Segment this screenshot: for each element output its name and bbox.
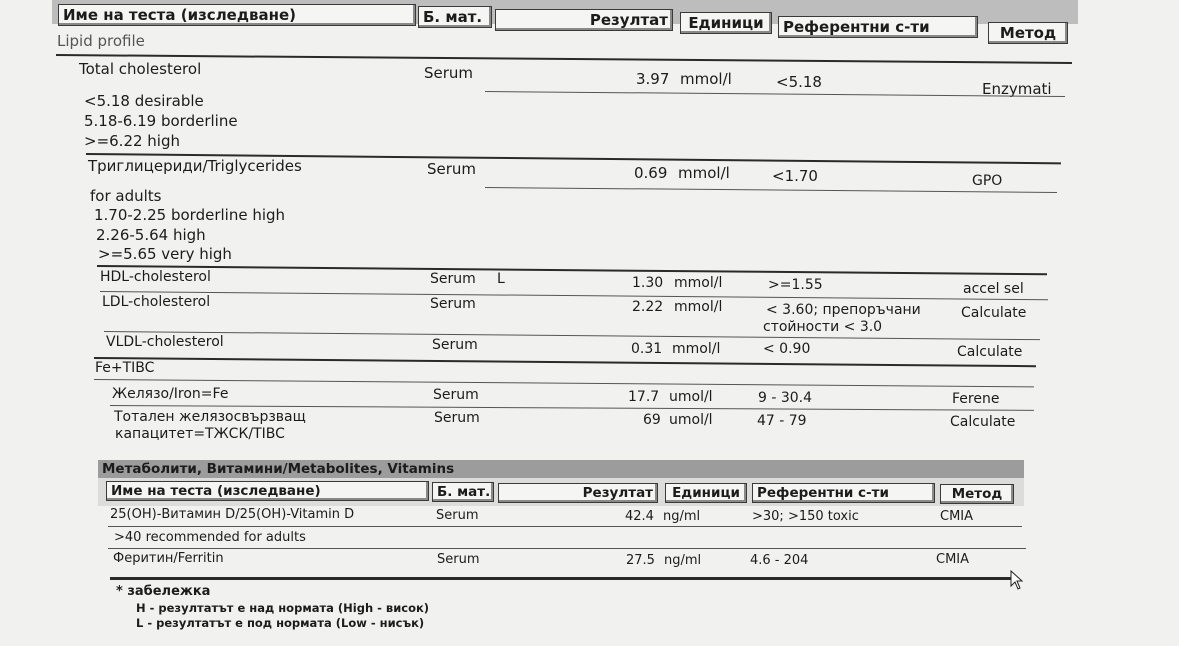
test-name: Total cholesterol: [79, 60, 202, 78]
test-name: VLDL-cholesterol: [106, 334, 224, 350]
test-material: Serum: [432, 337, 478, 353]
test-method: Calculate: [957, 344, 1023, 360]
footnote-low: L - резултатът е под нормата (Low - нисък): [136, 616, 425, 630]
test-reference: 9 - 30.4: [758, 390, 813, 406]
test-method: CMIA: [936, 552, 970, 567]
test-method: GPO: [972, 173, 1003, 189]
divider: [108, 548, 1026, 549]
test-reference: 4.6 - 204: [750, 553, 809, 568]
test-material: Serum: [436, 508, 479, 523]
test-units: mmol/l: [678, 164, 730, 182]
section-metabolites: Метаболити, Витамини/Metabolites, Vitamins: [98, 460, 1024, 478]
test-result: 69: [643, 412, 661, 428]
test-method: accel sel: [963, 281, 1024, 297]
divider: [110, 577, 1014, 580]
test-material: Serum: [437, 552, 480, 567]
col-header-reference: Референтни с-ти: [778, 16, 978, 38]
col-header-result: Резултат: [495, 9, 673, 31]
col-header-reference: Референтни с-ти: [752, 483, 935, 503]
divider: [94, 357, 1036, 367]
test-material: Serum: [434, 410, 480, 426]
divider: [108, 526, 1022, 527]
mouse-pointer-icon: [1010, 570, 1024, 590]
test-name: Тотален желязосвързващ: [114, 409, 306, 425]
test-material: Serum: [424, 64, 474, 82]
test-reference: >=1.55: [768, 277, 823, 293]
col-header-name: Име на теста (изследване): [58, 4, 416, 26]
test-name: HDL-cholesterol: [100, 269, 211, 285]
test-result: 17.7: [628, 389, 660, 405]
col-header-name: Име на теста (изследване): [106, 481, 429, 501]
result-flag: L: [497, 271, 505, 287]
ref-note: <5.18 desirable: [84, 92, 204, 110]
ref-note: 5.18-6.19 borderline: [84, 112, 238, 130]
col-header-material: Б. мат.: [432, 482, 494, 502]
group-lipid-profile: Lipid profile: [57, 32, 145, 50]
test-units: mmol/l: [674, 299, 723, 315]
test-result: 2.22: [632, 299, 664, 315]
col-header-result: Резултат: [498, 483, 658, 503]
divider: [485, 91, 1065, 97]
test-units: mmol/l: [680, 70, 732, 88]
test-units: umol/l: [669, 389, 713, 405]
test-result: 27.5: [626, 553, 655, 568]
test-units: mmol/l: [672, 341, 721, 357]
test-material: Serum: [427, 160, 477, 178]
divider: [97, 265, 1047, 275]
test-name: Триглицериди/Triglycerides: [88, 157, 302, 175]
test-name: Феритин/Ferritin: [113, 551, 224, 566]
ref-note: >=6.22 high: [84, 132, 181, 150]
group-fe-tibc: Fe+TIBC: [95, 360, 155, 376]
divider: [104, 331, 1040, 340]
test-result: 0.31: [631, 341, 663, 357]
test-reference: < 0.90: [763, 341, 811, 357]
test-name: 25(OH)-Витамин D/25(OH)-Vitamin D: [110, 507, 355, 522]
footnote-high: H - резултатът е над нормата (High - висок): [136, 601, 430, 615]
test-method: Calculate: [950, 414, 1016, 430]
test-method: Calculate: [961, 305, 1027, 321]
test-reference: <5.18: [776, 73, 822, 91]
test-reference: <1.70: [772, 167, 818, 185]
test-material: Serum: [430, 271, 476, 287]
test-method: CMIA: [940, 509, 974, 524]
test-units: mmol/l: [674, 275, 723, 291]
test-result: 42.4: [625, 509, 654, 524]
col-header-units: Единици: [665, 483, 747, 503]
test-material: Serum: [433, 387, 479, 403]
col-header-method: Метод: [988, 22, 1068, 44]
test-reference: < 3.60; препоръчани: [766, 302, 921, 318]
test-units: ng/ml: [663, 509, 701, 524]
divider: [56, 54, 1072, 64]
test-reference: >30; >150 toxic: [752, 509, 859, 524]
test-reference: 47 - 79: [757, 413, 807, 429]
footnote-title: * забележка: [116, 584, 211, 599]
test-units: ng/ml: [664, 553, 702, 568]
test-name: Желязо/Iron=Fe: [112, 386, 229, 402]
test-result: 3.97: [636, 70, 670, 88]
col-header-units: Единици: [680, 12, 772, 34]
test-reference: стойности < 3.0: [763, 319, 883, 335]
test-method: Ferene: [952, 391, 1000, 407]
test-result: 0.69: [634, 164, 668, 182]
test-name: LDL-cholesterol: [102, 294, 211, 310]
ref-note: 2.26-5.64 high: [96, 226, 206, 244]
test-name: капацитет=ТЖСК/TIBC: [115, 426, 285, 442]
col-header-material: Б. мат.: [418, 6, 492, 28]
ref-note: >=5.65 very high: [98, 245, 232, 263]
test-units: umol/l: [669, 412, 713, 428]
divider: [94, 379, 1034, 387]
test-material: Serum: [430, 296, 476, 312]
test-method: Enzymati: [982, 80, 1052, 98]
ref-note: for adults: [90, 187, 162, 205]
ref-note: 1.70-2.25 borderline high: [94, 206, 286, 224]
col-header-method: Метод: [940, 484, 1014, 504]
ref-note: >40 recommended for adults: [114, 530, 306, 545]
test-result: 1.30: [632, 275, 664, 291]
divider: [100, 291, 1048, 300]
